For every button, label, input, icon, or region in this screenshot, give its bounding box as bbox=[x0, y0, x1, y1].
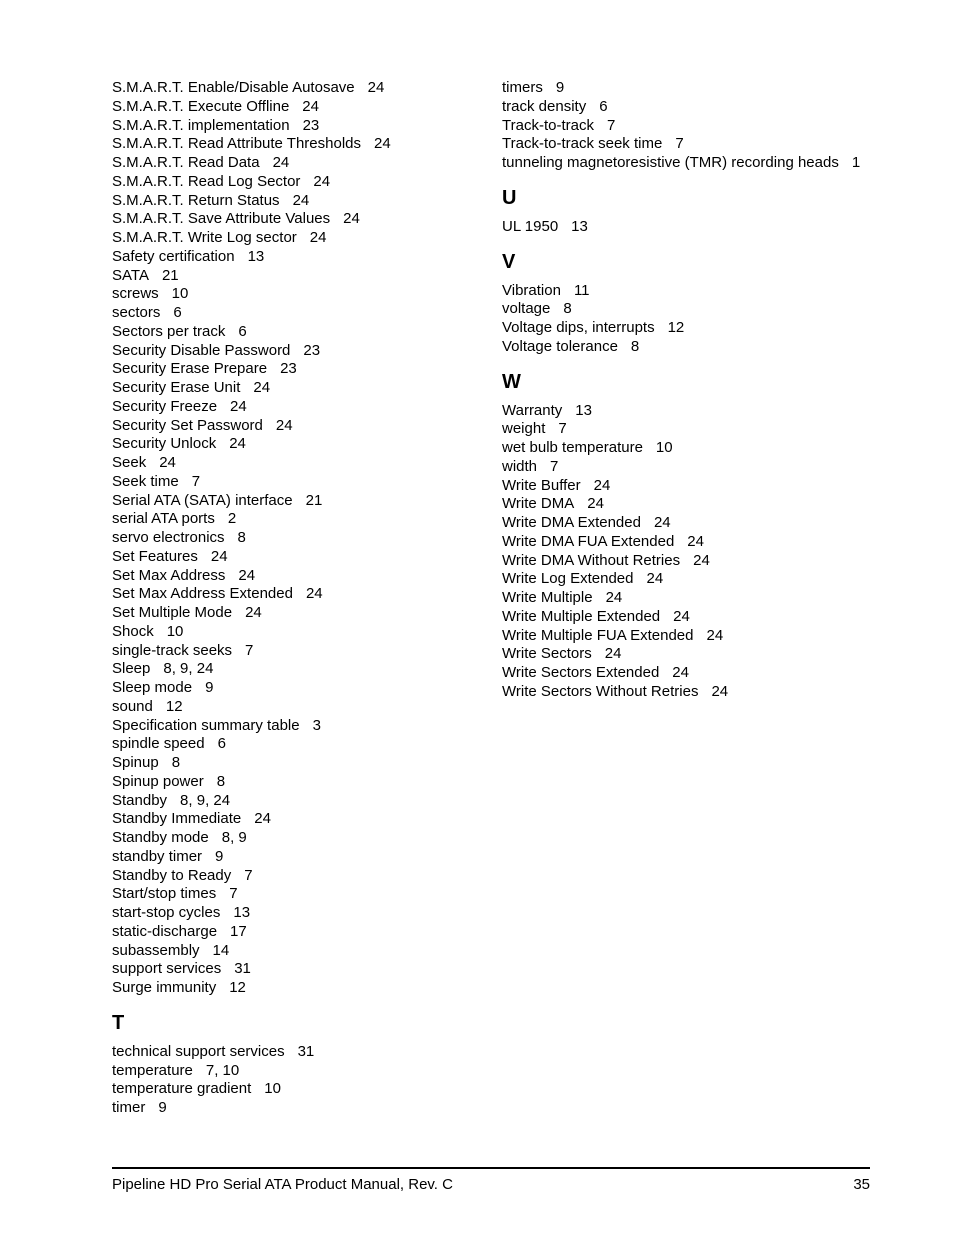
index-term: Standby to Ready bbox=[112, 866, 232, 884]
index-page-ref: 6 bbox=[173, 304, 182, 321]
index-entry bbox=[112, 642, 492, 661]
index-entry bbox=[112, 379, 492, 398]
index-term: Spinup bbox=[112, 754, 159, 771]
index-page-ref: 7 bbox=[550, 457, 559, 475]
index-page-ref: 9 bbox=[555, 79, 565, 96]
index-entry bbox=[112, 417, 492, 436]
index-page-ref: 24 bbox=[711, 682, 729, 700]
index-page-ref: 24 bbox=[159, 454, 176, 471]
index-page-ref: 24 bbox=[292, 191, 310, 209]
index-entry bbox=[502, 533, 942, 552]
index-term: spindle speed bbox=[112, 735, 205, 753]
index-page-ref: 14 bbox=[212, 941, 230, 959]
index-entry bbox=[112, 623, 492, 642]
index-term: servo electronics bbox=[112, 529, 225, 546]
index-term: wet bulb temperature bbox=[502, 439, 643, 456]
index-term: Track-to-track bbox=[502, 116, 594, 134]
index-letter-heading: T bbox=[112, 1011, 125, 1034]
index-entry bbox=[502, 664, 942, 683]
index-page-ref: 8, 9 bbox=[221, 829, 247, 846]
index-entry bbox=[112, 867, 492, 886]
index-page-ref: 24 bbox=[367, 79, 385, 96]
index-term: Vibration bbox=[502, 281, 561, 299]
index-page-ref: 21 bbox=[305, 491, 323, 509]
index-term: weight bbox=[502, 420, 546, 438]
index-page-ref: 24 bbox=[605, 589, 623, 606]
index-entry bbox=[112, 960, 492, 979]
index-term: Write DMA bbox=[502, 495, 575, 513]
index-term: S.M.A.R.T. Save Attribute Values bbox=[112, 210, 331, 228]
index-entry bbox=[112, 529, 492, 548]
index-entry bbox=[112, 135, 492, 154]
index-term: static-discharge bbox=[112, 922, 218, 940]
index-term: S.M.A.R.T. implementation bbox=[112, 116, 290, 134]
index-term: Write Log Extended bbox=[502, 570, 634, 588]
index-entry bbox=[112, 567, 492, 586]
index-entry bbox=[502, 570, 942, 589]
index-entry bbox=[502, 117, 942, 136]
index-entry bbox=[502, 645, 942, 664]
index-term: Set Max Address bbox=[112, 566, 226, 584]
index-page-ref: 24 bbox=[673, 607, 690, 625]
index-page-ref: 2 bbox=[227, 510, 237, 528]
index-entry bbox=[502, 98, 942, 117]
index-page-ref: 24 bbox=[693, 551, 710, 569]
index-entry bbox=[502, 608, 942, 627]
index-page-ref: 13 bbox=[247, 247, 265, 265]
index-term: Security Set Password bbox=[112, 416, 263, 434]
index-entry bbox=[112, 717, 492, 736]
index-page-ref: 24 bbox=[275, 416, 293, 434]
index-term: Write Sectors Without Retries bbox=[502, 682, 699, 700]
index-page-ref: 24 bbox=[343, 210, 360, 228]
index-page-ref: 7 bbox=[229, 885, 238, 903]
index-page-ref: 31 bbox=[297, 1042, 315, 1060]
index-term: S.M.A.R.T. Read Log Sector bbox=[112, 172, 301, 190]
index-term: Shock bbox=[112, 622, 154, 640]
index-page-ref: 3 bbox=[312, 716, 321, 734]
index-entry bbox=[112, 604, 492, 623]
index-entry bbox=[502, 282, 942, 301]
index-term: width bbox=[502, 457, 538, 475]
index-page-ref: 13 bbox=[571, 217, 588, 235]
index-entry bbox=[112, 398, 492, 417]
index-page-ref: 13 bbox=[233, 904, 251, 921]
index-term: standby timer bbox=[112, 847, 203, 865]
index-page-ref: 7 bbox=[675, 135, 684, 153]
index-page-ref: 24 bbox=[604, 645, 622, 663]
index-page-ref: 8 bbox=[237, 529, 246, 546]
index-term: S.M.A.R.T. Read Attribute Thresholds bbox=[112, 135, 362, 153]
index-term: S.M.A.R.T. Return Status bbox=[112, 191, 280, 209]
index-page-ref: 8 bbox=[171, 754, 181, 771]
index-term: Security Erase Prepare bbox=[112, 360, 268, 378]
index-entry bbox=[112, 492, 492, 511]
index-page-ref: 8, 9, 24 bbox=[163, 660, 214, 678]
index-entry bbox=[112, 267, 492, 286]
index-page-ref: 24 bbox=[238, 566, 256, 584]
index-term: S.M.A.R.T. Read Data bbox=[112, 154, 260, 171]
index-page-ref: 8 bbox=[216, 772, 226, 790]
index-page-ref: 6 bbox=[217, 735, 226, 753]
index-entry bbox=[112, 229, 492, 248]
index-page-ref: 7 bbox=[191, 472, 201, 490]
index-page-ref: 23 bbox=[302, 116, 320, 134]
index-entry bbox=[112, 923, 492, 942]
index-term: Set Features bbox=[112, 547, 198, 565]
index-term: Voltage tolerance bbox=[502, 337, 618, 355]
index-page-ref: 10 bbox=[166, 622, 184, 640]
index-page-ref: 12 bbox=[165, 697, 183, 715]
index-entry bbox=[112, 1043, 492, 1062]
index-page-ref: 23 bbox=[280, 360, 297, 378]
index-entry bbox=[112, 98, 492, 117]
index-entry bbox=[112, 510, 492, 529]
index-entry bbox=[112, 435, 492, 454]
index-term: Write Buffer bbox=[502, 476, 581, 494]
index-entry bbox=[502, 154, 942, 173]
index-page-ref: 24 bbox=[272, 154, 290, 171]
index-term: timer bbox=[112, 1099, 146, 1116]
index-term: subassembly bbox=[112, 941, 200, 959]
index-term: serial ATA ports bbox=[112, 510, 215, 528]
index-term: Specification summary table bbox=[112, 716, 300, 734]
index-term: Set Multiple Mode bbox=[112, 604, 233, 621]
index-page-ref: 24 bbox=[687, 532, 704, 550]
footer-title: Pipeline HD Pro Serial ATA Product Manual, Rev. C bbox=[112, 1176, 453, 1193]
index-page-ref: 24 bbox=[587, 495, 604, 513]
index-column-right bbox=[502, 79, 942, 702]
index-page-ref: 24 bbox=[245, 604, 262, 621]
index-page-ref: 24 bbox=[254, 810, 271, 828]
index-entry bbox=[112, 698, 492, 717]
index-term: Security Freeze bbox=[112, 397, 218, 415]
index-entry bbox=[502, 683, 942, 702]
index-term: Standby Immediate bbox=[112, 810, 242, 828]
index-letter-heading: V bbox=[502, 250, 516, 273]
index-page-ref: 23 bbox=[303, 341, 321, 359]
index-entry bbox=[112, 79, 492, 98]
index-entry bbox=[112, 773, 492, 792]
index-entry bbox=[112, 285, 492, 304]
index-entry bbox=[112, 735, 492, 754]
index-entry bbox=[502, 338, 942, 357]
index-entry bbox=[502, 458, 942, 477]
index-page-ref: 21 bbox=[161, 266, 179, 284]
index-term: sectors bbox=[112, 304, 161, 321]
index-entry bbox=[112, 173, 492, 192]
index-entry bbox=[112, 210, 492, 229]
index-term: Seek bbox=[112, 454, 147, 471]
index-term: Standby bbox=[112, 791, 168, 809]
index-term: Safety certification bbox=[112, 247, 235, 265]
index-entry bbox=[112, 323, 492, 342]
index-term: Warranty bbox=[502, 401, 563, 419]
index-page-ref: 9 bbox=[158, 1099, 167, 1116]
index-entry bbox=[502, 79, 942, 98]
index-page-ref: 24 bbox=[230, 397, 247, 415]
index-page-ref: 24 bbox=[646, 570, 664, 588]
index-page-ref: 8, 9, 24 bbox=[180, 791, 231, 809]
index-term: Start/stop times bbox=[112, 885, 217, 903]
index-page-ref: 7 bbox=[606, 116, 616, 134]
index-term: single-track seeks bbox=[112, 641, 233, 659]
index-entry bbox=[502, 439, 942, 458]
index-page-ref: 24 bbox=[253, 379, 271, 396]
index-entry bbox=[502, 420, 942, 439]
index-term: Write Sectors bbox=[502, 645, 592, 663]
index-entry bbox=[112, 360, 492, 379]
index-term: Spinup power bbox=[112, 772, 204, 790]
index-entry bbox=[502, 402, 942, 421]
index-page-ref: 24 bbox=[672, 664, 689, 681]
index-letter-heading: U bbox=[502, 186, 517, 209]
index-page-ref: 24 bbox=[374, 135, 391, 153]
index-entry bbox=[112, 904, 492, 923]
index-term: tunneling magnetoresistive (TMR) recording heads bbox=[502, 154, 839, 171]
index-entry bbox=[112, 117, 492, 136]
index-page-ref: 17 bbox=[230, 922, 247, 940]
index-term: sound bbox=[112, 697, 153, 715]
index-term: technical support services bbox=[112, 1042, 285, 1060]
index-page-ref: 7, 10 bbox=[205, 1061, 240, 1079]
index-page-ref: 8 bbox=[630, 337, 640, 355]
index-page-ref: 24 bbox=[313, 172, 331, 190]
index-term: Write DMA FUA Extended bbox=[502, 532, 675, 550]
index-entry bbox=[112, 473, 492, 492]
index-term: Track-to-track seek time bbox=[502, 135, 663, 153]
index-entry bbox=[502, 319, 942, 338]
footer-page-number: 35 bbox=[853, 1176, 870, 1193]
index-page-ref: 31 bbox=[234, 960, 251, 978]
index-term: Write DMA Without Retries bbox=[502, 551, 681, 569]
index-term: SATA bbox=[112, 266, 149, 284]
index-entry bbox=[112, 848, 492, 867]
index-entry bbox=[112, 1099, 492, 1118]
index-page-ref: 24 bbox=[229, 435, 246, 453]
index-term: Seek time bbox=[112, 472, 179, 490]
index-term: screws bbox=[112, 285, 159, 303]
index-page-ref: 24 bbox=[653, 514, 671, 531]
index-page-ref: 10 bbox=[655, 439, 673, 456]
index-term: temperature gradient bbox=[112, 1080, 252, 1098]
index-term: Set Max Address Extended bbox=[112, 585, 293, 603]
index-page-ref: 6 bbox=[599, 97, 608, 115]
index-entry bbox=[112, 679, 492, 698]
index-entry bbox=[112, 792, 492, 811]
index-entry bbox=[112, 660, 492, 679]
index-entry bbox=[112, 979, 492, 998]
index-term: S.M.A.R.T. Enable/Disable Autosave bbox=[112, 79, 355, 96]
index-entry bbox=[502, 218, 942, 237]
index-page-ref: 24 bbox=[309, 229, 327, 246]
index-entry bbox=[112, 548, 492, 567]
index-page-ref: 13 bbox=[575, 401, 592, 419]
index-entry bbox=[112, 829, 492, 848]
index-term: Write Multiple Extended bbox=[502, 607, 661, 625]
index-term: Security Erase Unit bbox=[112, 379, 241, 396]
index-page-ref: 8 bbox=[563, 300, 572, 318]
index-term: Write Multiple bbox=[502, 589, 593, 606]
index-term: start-stop cycles bbox=[112, 904, 221, 921]
index-entry bbox=[112, 585, 492, 604]
index-page-ref: 24 bbox=[305, 585, 323, 603]
index-page-ref: 10 bbox=[171, 285, 189, 303]
index-term: support services bbox=[112, 960, 222, 978]
index-term: Standby mode bbox=[112, 829, 209, 846]
index-page-ref: 24 bbox=[706, 626, 724, 644]
index-entry bbox=[502, 514, 942, 533]
index-page-ref: 24 bbox=[210, 547, 228, 565]
index-entry bbox=[112, 154, 492, 173]
index-entry bbox=[112, 304, 492, 323]
index-entry bbox=[502, 495, 942, 514]
index-term: UL 1950 bbox=[502, 217, 559, 235]
index-column-left bbox=[112, 79, 492, 1118]
index-entry bbox=[112, 248, 492, 267]
index-term: Write Sectors Extended bbox=[502, 664, 660, 681]
index-page-ref: 12 bbox=[667, 319, 685, 336]
index-term: Surge immunity bbox=[112, 979, 217, 996]
index-term: voltage bbox=[502, 300, 551, 318]
index-term: Write DMA Extended bbox=[502, 514, 641, 531]
index-entry bbox=[112, 454, 492, 473]
index-page-ref: 7 bbox=[245, 641, 254, 659]
index-page-ref: 24 bbox=[593, 476, 611, 494]
footer-rule bbox=[112, 1167, 870, 1169]
index-term: timers bbox=[502, 79, 543, 96]
index-term: Sectors per track bbox=[112, 322, 226, 340]
index-term: Security Disable Password bbox=[112, 341, 291, 359]
index-entry bbox=[112, 885, 492, 904]
index-page-ref: 9 bbox=[215, 847, 224, 865]
index-entry bbox=[502, 135, 942, 154]
index-term: Sleep bbox=[112, 660, 151, 678]
index-entry bbox=[112, 810, 492, 829]
index-term: Voltage dips, interrupts bbox=[502, 319, 655, 336]
index-term: S.M.A.R.T. Execute Offline bbox=[112, 97, 290, 115]
index-entry bbox=[112, 192, 492, 211]
index-entry bbox=[502, 627, 942, 646]
index-entry bbox=[502, 589, 942, 608]
index-entry bbox=[112, 342, 492, 361]
index-entry bbox=[502, 552, 942, 571]
index-entry bbox=[112, 1062, 492, 1081]
index-term: temperature bbox=[112, 1061, 193, 1079]
index-page-ref: 12 bbox=[229, 979, 246, 996]
index-entry bbox=[502, 300, 942, 319]
index-entry bbox=[502, 477, 942, 496]
index-term: S.M.A.R.T. Write Log sector bbox=[112, 229, 297, 246]
index-page-ref: 24 bbox=[302, 97, 319, 115]
index-entry bbox=[112, 942, 492, 961]
index-term: Serial ATA (SATA) interface bbox=[112, 491, 293, 509]
index-term: Write Multiple FUA Extended bbox=[502, 626, 694, 644]
index-letter-heading: W bbox=[502, 370, 521, 393]
index-entry bbox=[112, 1080, 492, 1099]
index-term: track density bbox=[502, 97, 587, 115]
index-page-ref: 7 bbox=[558, 420, 567, 438]
index-term: Security Unlock bbox=[112, 435, 217, 453]
index-page-ref: 1 bbox=[851, 154, 861, 171]
index-term: Sleep mode bbox=[112, 679, 193, 696]
index-page-ref: 10 bbox=[264, 1080, 281, 1098]
index-page-ref: 6 bbox=[238, 322, 247, 340]
index-page-ref: 11 bbox=[573, 281, 590, 299]
index-entry bbox=[112, 754, 492, 773]
index-page-ref: 9 bbox=[205, 679, 214, 696]
index-page-ref: 7 bbox=[244, 866, 253, 884]
